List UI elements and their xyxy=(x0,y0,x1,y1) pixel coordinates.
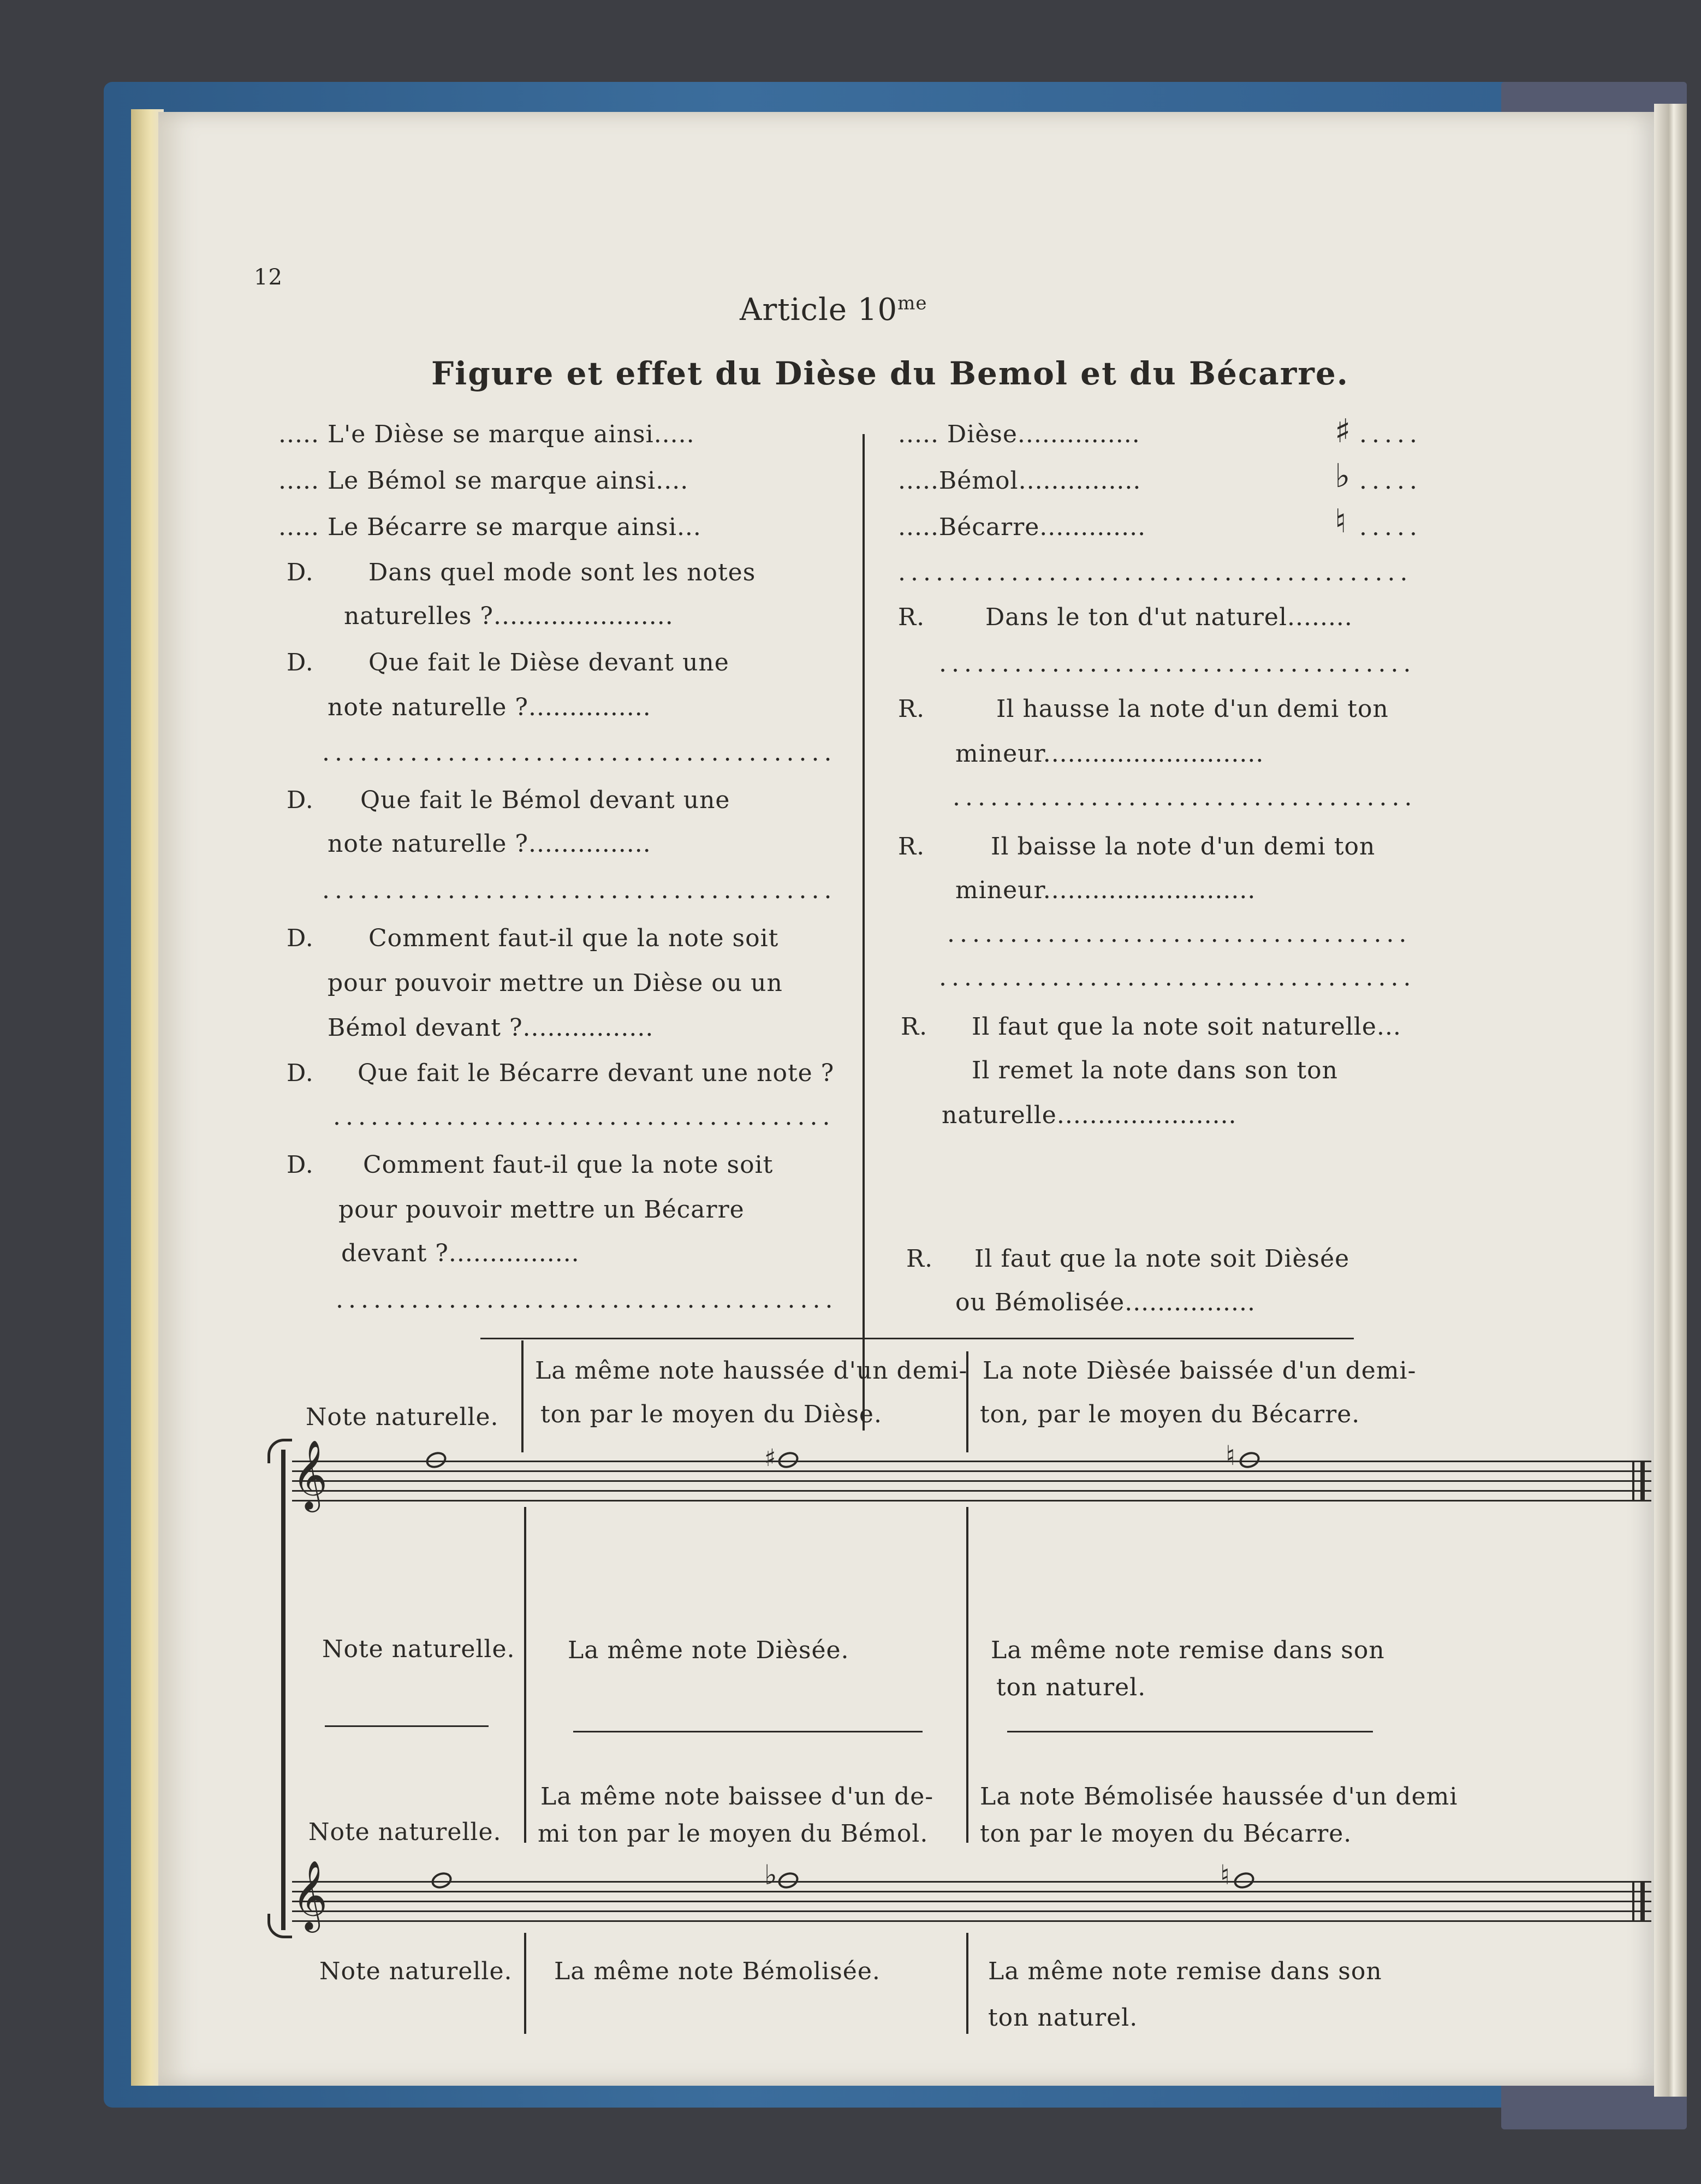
whole-note xyxy=(776,1449,800,1470)
dotted-line: ......................................... xyxy=(322,739,837,767)
whole-note xyxy=(429,1870,454,1891)
cell-caption: La même note Dièsée. xyxy=(568,1636,849,1664)
question-text: Que fait le Bécarre devant une note ? xyxy=(358,1059,835,1087)
cell-divider xyxy=(524,1507,526,1720)
brace-top xyxy=(267,1439,292,1463)
dotted-line: ..................................... xyxy=(947,920,1412,948)
dotted-line: ..... xyxy=(1359,467,1422,495)
system-brace xyxy=(281,1450,286,1930)
question-label: D. xyxy=(287,649,314,676)
final-barline xyxy=(1640,1881,1645,1922)
rule xyxy=(573,1731,923,1732)
staff-line xyxy=(292,1891,1651,1892)
cell-heading: La même note haussée d'un demi- xyxy=(535,1357,968,1385)
staff-line xyxy=(292,1881,1651,1883)
dots-prefix: ..... xyxy=(278,513,319,541)
left-line-1 xyxy=(278,420,695,448)
cell-caption: Note naturelle. xyxy=(322,1635,515,1663)
cell-heading: ton par le moyen du Bécarre. xyxy=(980,1820,1352,1848)
answer-label: R. xyxy=(898,833,925,860)
answer-label: R. xyxy=(898,603,925,631)
answer-text: Il hausse la note d'un demi ton xyxy=(996,695,1389,723)
cell-heading: La même note baissee d'un de- xyxy=(540,1783,934,1811)
page-number: 12 xyxy=(254,265,283,290)
left-line-3 xyxy=(278,513,701,541)
question-text: Que fait le Bémol devant une xyxy=(360,786,730,814)
rule xyxy=(325,1725,489,1727)
sharp-icon: ♯ xyxy=(764,1444,776,1472)
dotted-line: ......................................... xyxy=(322,876,837,904)
rule xyxy=(1007,1731,1373,1732)
natural-icon: ♮ xyxy=(1335,502,1347,541)
flat-icon: ♭ xyxy=(764,1859,777,1891)
question-text: Que fait le Dièse devant une xyxy=(368,649,729,676)
cell-divider xyxy=(521,1340,524,1452)
whole-note xyxy=(1232,1870,1256,1891)
whole-note xyxy=(424,1449,448,1470)
staff-line xyxy=(292,1901,1651,1902)
line-text: Le Bécarre se marque ainsi... xyxy=(327,513,701,541)
dotted-line: ........................................ xyxy=(336,1286,838,1314)
left-line-2 xyxy=(278,467,688,495)
line-text: L'e Dièse se marque ainsi..... xyxy=(327,420,695,448)
cell-heading: La note Bémolisée haussée d'un demi xyxy=(980,1783,1458,1811)
cell-heading: mi ton par le moyen du Bémol. xyxy=(538,1820,929,1848)
cell-caption: La même note remise dans son xyxy=(991,1636,1385,1664)
staff-line xyxy=(292,1500,1651,1502)
next-page-edge xyxy=(1654,104,1687,2097)
treble-clef-icon: 𝄞 xyxy=(292,1439,328,1509)
dotted-line: ..................................... xyxy=(953,784,1417,811)
staff-line xyxy=(292,1480,1651,1482)
answer-text: Dans le ton d'ut naturel........ xyxy=(985,603,1353,631)
dotted-line: ......................................... xyxy=(898,559,1413,586)
answer-text: naturelle...................... xyxy=(942,1101,1237,1129)
whole-note xyxy=(776,1870,800,1891)
answer-text: mineur........................... xyxy=(955,740,1264,768)
question-label: D. xyxy=(287,1059,314,1087)
treble-clef-icon: 𝄞 xyxy=(292,1860,328,1930)
question-text: naturelles ?...................... xyxy=(344,602,674,630)
cell-heading: ton par le moyen du Dièse. xyxy=(540,1400,882,1428)
dotted-line: ........................................ xyxy=(333,1103,835,1131)
cell-divider xyxy=(966,1720,968,1843)
dots-prefix: ..... xyxy=(278,420,319,448)
answer-text: ou Bémolisée................ xyxy=(955,1289,1256,1316)
line-text: Le Bémol se marque ainsi.... xyxy=(327,467,689,495)
question-text: note naturelle ?............... xyxy=(328,830,651,858)
answer-label: R. xyxy=(901,1013,928,1041)
right-line-2: .....Bémol............... xyxy=(898,467,1141,495)
question-text: pour pouvoir mettre un Bécarre xyxy=(338,1196,745,1224)
question-text: devant ?................ xyxy=(341,1239,580,1267)
staff-line xyxy=(292,1910,1651,1912)
question-text: Comment faut-il que la note soit xyxy=(363,1151,774,1179)
article-heading xyxy=(740,292,927,328)
staff-line xyxy=(292,1490,1651,1492)
cell-heading: La note Dièsée baissée d'un demi- xyxy=(983,1357,1417,1385)
answer-text: Il faut que la note soit naturelle... xyxy=(972,1013,1401,1041)
flat-icon: ♭ xyxy=(1335,457,1351,495)
cell-caption: La même note remise dans son xyxy=(988,1957,1382,1985)
dotted-line: ..... xyxy=(1359,420,1422,448)
cell-caption: ton naturel. xyxy=(996,1673,1146,1701)
question-label: D. xyxy=(287,559,314,586)
question-text: Dans quel mode sont les notes xyxy=(368,559,756,586)
dotted-line: ...................................... xyxy=(939,650,1416,678)
barline xyxy=(1632,1461,1634,1502)
right-line-1: ..... Dièse............... xyxy=(898,420,1140,448)
cell-heading: Note naturelle. xyxy=(306,1403,499,1431)
question-text: pour pouvoir mettre un Dièse ou un xyxy=(328,969,783,997)
page-title: Figure et effet du Dièse du Bemol et du Bécarre. xyxy=(431,355,1349,392)
answer-text: Il baisse la note d'un demi ton xyxy=(991,833,1376,860)
article-label: Article 10 xyxy=(740,292,898,328)
question-text: Comment faut-il que la note soit xyxy=(368,924,779,952)
question-text: Bémol devant ?................ xyxy=(328,1014,654,1042)
cell-divider xyxy=(966,1507,968,1720)
sharp-icon: ♯ xyxy=(1335,412,1351,450)
question-label: D. xyxy=(287,786,314,814)
right-line-3: .....Bécarre............. xyxy=(898,513,1146,541)
article-sup: me xyxy=(897,292,927,314)
question-label: D. xyxy=(287,1151,314,1179)
barline xyxy=(1632,1881,1634,1922)
cell-divider xyxy=(524,1720,526,1843)
cell-divider xyxy=(966,1933,968,2034)
staff-line xyxy=(292,1461,1651,1462)
staff-line xyxy=(292,1920,1651,1922)
natural-icon: ♮ xyxy=(1226,1440,1235,1471)
staff-line xyxy=(292,1470,1651,1472)
dotted-line: ..... xyxy=(1359,513,1422,541)
cell-caption: ton naturel. xyxy=(988,2004,1138,2032)
rule xyxy=(480,1338,1354,1339)
answer-label: R. xyxy=(898,695,925,723)
book-page xyxy=(158,112,1654,2086)
question-label: D. xyxy=(287,924,314,952)
answer-text: mineur.......................... xyxy=(955,876,1256,904)
column-divider xyxy=(863,434,865,1431)
question-text: note naturelle ?............... xyxy=(328,693,651,721)
natural-icon: ♮ xyxy=(1220,1859,1230,1891)
whole-note xyxy=(1237,1449,1262,1470)
final-barline xyxy=(1640,1461,1645,1502)
answer-label: R. xyxy=(906,1245,933,1273)
cell-heading: ton, par le moyen du Bécarre. xyxy=(980,1400,1360,1428)
cell-divider xyxy=(524,1933,526,2034)
dotted-line: ...................................... xyxy=(939,964,1416,992)
brace-bottom xyxy=(267,1914,292,1938)
cell-heading: Note naturelle. xyxy=(308,1818,502,1846)
cell-caption: La même note Bémolisée. xyxy=(554,1957,881,1985)
answer-text: Il remet la note dans son ton xyxy=(972,1057,1338,1084)
dots-prefix: ..... xyxy=(278,467,319,495)
cell-caption: Note naturelle. xyxy=(319,1957,513,1985)
answer-text: Il faut que la note soit Dièsée xyxy=(974,1245,1350,1273)
